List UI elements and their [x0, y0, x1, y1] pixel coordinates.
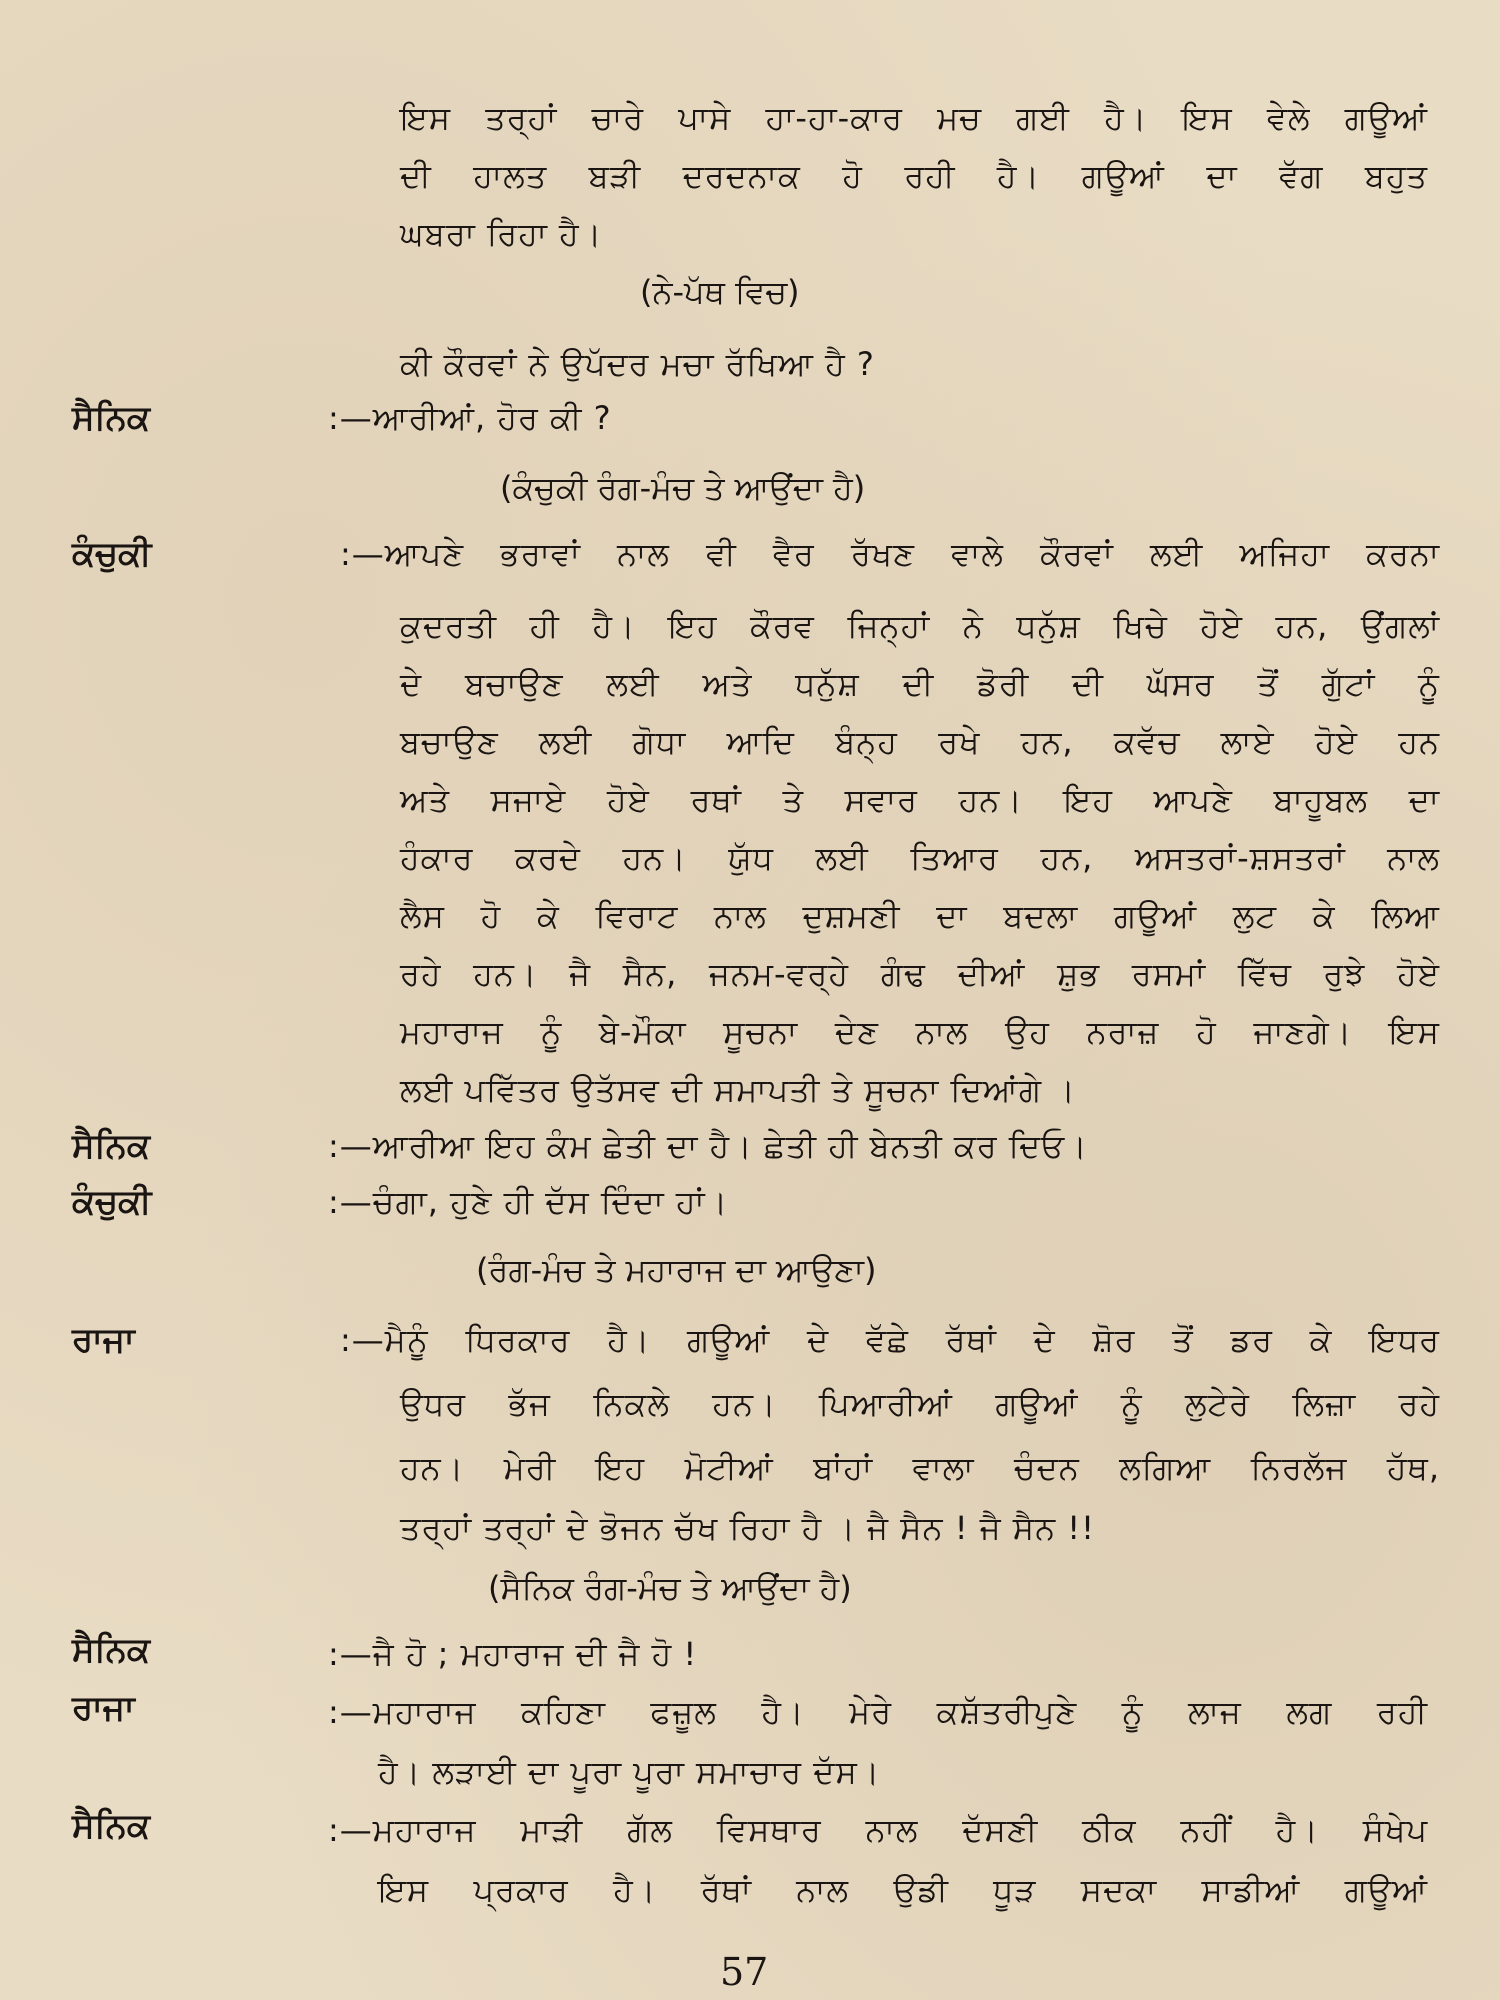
text-line: ਦੀ ਹਾਲਤ ਬੜੀ ਦਰਦਨਾਕ ਹੋ ਰਹੀ ਹੈ। ਗਊਆਂ ਦਾ ਵੱਗ ਬਹੁਤ: [400, 157, 1428, 195]
speaker-name: ਸੈਨਿਕ: [72, 1806, 151, 1846]
speaker-name: ਕੰਚੁਕੀ: [72, 534, 152, 574]
dialogue-line: ਬਚਾਉਣ ਲਈ ਗੋਧਾ ਆਦਿ ਬੰਨ੍ਹ ਰਖੇ ਹਨ, ਕਵੱਚ ਲਾਏ ਹੋਏ ਹਨ: [400, 723, 1440, 761]
page-number: 57: [720, 1950, 769, 1994]
dialogue-line: :—ਮਹਾਰਾਜ ਕਹਿਣਾ ਫਜ਼ੂਲ ਹੈ। ਮੇਰੇ ਕਸ਼ੱਤਰੀਪੁਣੇ ਨੂੰ ਲਾਜ ਲਗ ਰਹੀ: [328, 1693, 1428, 1731]
stage-direction: (ਸੈਨਿਕ ਰੰਗ-ਮੰਚ ਤੇ ਆਉਂਦਾ ਹੈ): [488, 1569, 852, 1607]
speaker-name: ਸੈਨਿਕ: [72, 1630, 151, 1670]
stage-direction: (ਨੇ-ਪੱਥ ਵਿਚ): [640, 273, 800, 311]
speaker-name: ਰਾਜਾ: [72, 1688, 135, 1728]
stage-direction: (ਕੰਚੁਕੀ ਰੰਗ-ਮੰਚ ਤੇ ਆਉਂਦਾ ਹੈ): [500, 469, 866, 507]
dialogue-line: :—ਮਹਾਰਾਜ ਮਾੜੀ ਗੱਲ ਵਿਸਥਾਰ ਨਾਲ ਦੱਸਣੀ ਠੀਕ ਨਹੀਂ ਹੈ। ਸੰਖੇਪ: [328, 1811, 1428, 1849]
dialogue-line: ਤਰ੍ਹਾਂ ਤਰ੍ਹਾਂ ਦੇ ਭੋਜਨ ਚੱਖ ਰਿਹਾ ਹੈ । ਜੈ ਸੈਨ ! ਜੈ ਸੈਨ !!: [400, 1509, 1095, 1547]
dialogue-line: ਦੇ ਬਚਾਉਣ ਲਈ ਅਤੇ ਧਨੁੱਸ਼ ਦੀ ਡੋਰੀ ਦੀ ਘੱਸਰ ਤੋਂ ਗੁੱਟਾਂ ਨੂੰ: [400, 665, 1440, 703]
dialogue-line: :—ਜੈ ਹੋ ; ਮਹਾਰਾਜ ਦੀ ਜੈ ਹੋ !: [328, 1635, 698, 1673]
speaker-name: ਸੈਨਿਕ: [72, 1126, 151, 1166]
speaker-name: ਸੈਨਿਕ: [72, 398, 151, 438]
text-line: ਘਬਰਾ ਰਿਹਾ ਹੈ।: [400, 215, 603, 253]
dialogue-line: :—ਚੰਗਾ, ਹੁਣੇ ਹੀ ਦੱਸ ਦਿੰਦਾ ਹਾਂ।: [328, 1183, 729, 1221]
dialogue-line: ਹੰਕਾਰ ਕਰਦੇ ਹਨ। ਯੁੱਧ ਲਈ ਤਿਆਰ ਹਨ, ਅਸਤਰਾਂ-ਸ਼ਸਤਰਾਂ ਨਾਲ: [400, 839, 1440, 877]
dialogue-line: ਲੈਸ ਹੋ ਕੇ ਵਿਰਾਟ ਨਾਲ ਦੁਸ਼ਮਣੀ ਦਾ ਬਦਲਾ ਗਊਆਂ ਲੁਟ ਕੇ ਲਿਆ: [400, 897, 1440, 935]
dialogue-line: ਹਨ। ਮੇਰੀ ਇਹ ਮੋਟੀਆਂ ਬਾਂਹਾਂ ਵਾਲਾ ਚੰਦਨ ਲਗਿਆ ਨਿਰਲੱਜ ਹੱਥ,: [400, 1449, 1440, 1487]
dialogue-line: ਇਸ ਪ੍ਰਕਾਰ ਹੈ। ਰੱਥਾਂ ਨਾਲ ਉਡੀ ਧੂੜ ਸਦਕਾ ਸਾਡੀਆਂ ਗਊਆਂ: [378, 1871, 1428, 1909]
stage-direction: (ਰੰਗ-ਮੰਚ ਤੇ ਮਹਾਰਾਜ ਦਾ ਆਉਣਾ): [476, 1251, 877, 1289]
dialogue-line: ਲਈ ਪਵਿੱਤਰ ਉਤੱਸਵ ਦੀ ਸਮਾਪਤੀ ਤੇ ਸੂਚਨਾ ਦਿਆਂਗੇ ।: [400, 1071, 1076, 1109]
dialogue-line: ਰਹੇ ਹਨ। ਜੈ ਸੈਨ, ਜਨਮ-ਵਰ੍ਹੇ ਗੰਢ ਦੀਆਂ ਸ਼ੁਭ ਰਸਮਾਂ ਵਿੱਚ ਰੁਝੇ ਹੋਏ: [400, 955, 1440, 993]
dialogue-line: ਹੈ। ਲੜਾਈ ਦਾ ਪੂਰਾ ਪੂਰਾ ਸਮਾਚਾਰ ਦੱਸ।: [378, 1753, 881, 1791]
text-line: ਇਸ ਤਰ੍ਹਾਂ ਚਾਰੇ ਪਾਸੇ ਹਾ-ਹਾ-ਕਾਰ ਮਚ ਗਈ ਹੈ। ਇਸ ਵੇਲੇ ਗਊਆਂ: [400, 99, 1428, 137]
dialogue-line: ਮਹਾਰਾਜ ਨੂੰ ਬੇ-ਮੌਕਾ ਸੂਚਨਾ ਦੇਣ ਨਾਲ ਉਹ ਨਰਾਜ਼ ਹੋ ਜਾਣਗੇ। ਇਸ: [400, 1013, 1440, 1051]
dialogue-line: ਅਤੇ ਸਜਾਏ ਹੋਏ ਰਥਾਂ ਤੇ ਸਵਾਰ ਹਨ। ਇਹ ਆਪਣੇ ਬਾਹੂਬਲ ਦਾ: [400, 781, 1440, 819]
dialogue-line: ਉਧਰ ਭੱਜ ਨਿਕਲੇ ਹਨ। ਪਿਆਰੀਆਂ ਗਊਆਂ ਨੂੰ ਲੁਟੇਰੇ ਲਿਜ਼ਾ ਰਹੇ: [400, 1385, 1440, 1423]
dialogue-line: :—ਆਰੀਆ ਇਹ ਕੰਮ ਛੇਤੀ ਦਾ ਹੈ। ਛੇਤੀ ਹੀ ਬੇਨਤੀ ਕਰ ਦਿਓ।: [328, 1127, 1088, 1165]
speaker-name: ਕੰਚੁਕੀ: [72, 1182, 152, 1222]
dialogue-line: :—ਆਰੀਆਂ, ਹੋਰ ਕੀ ?: [328, 399, 612, 437]
dialogue-line: :—ਮੈਨੂੰ ਧਿਰਕਾਰ ਹੈ। ਗਊਆਂ ਦੇ ਵੱਛੇ ਰੱਥਾਂ ਦੇ ਸ਼ੋਰ ਤੋਂ ਡਰ ਕੇ ਇਧਰ: [340, 1321, 1440, 1359]
dialogue-line: :—ਆਪਣੇ ਭਰਾਵਾਂ ਨਾਲ ਵੀ ਵੈਰ ਰੱਖਣ ਵਾਲੇ ਕੌਰਵਾਂ ਲਈ ਅਜਿਹਾ ਕਰਨਾ: [340, 535, 1440, 573]
speaker-name: ਰਾਜਾ: [72, 1320, 135, 1360]
dialogue-line: ਕੁਦਰਤੀ ਹੀ ਹੈ। ਇਹ ਕੌਰਵ ਜਿਨ੍ਹਾਂ ਨੇ ਧਨੁੱਸ਼ ਖਿਚੇ ਹੋਏ ਹਨ, ਉਂਗਲਾਂ: [400, 607, 1440, 645]
text-line: ਕੀ ਕੌਰਵਾਂ ਨੇ ਉਪੱਦਰ ਮਚਾ ਰੱਖਿਆ ਹੈ ?: [400, 345, 875, 383]
